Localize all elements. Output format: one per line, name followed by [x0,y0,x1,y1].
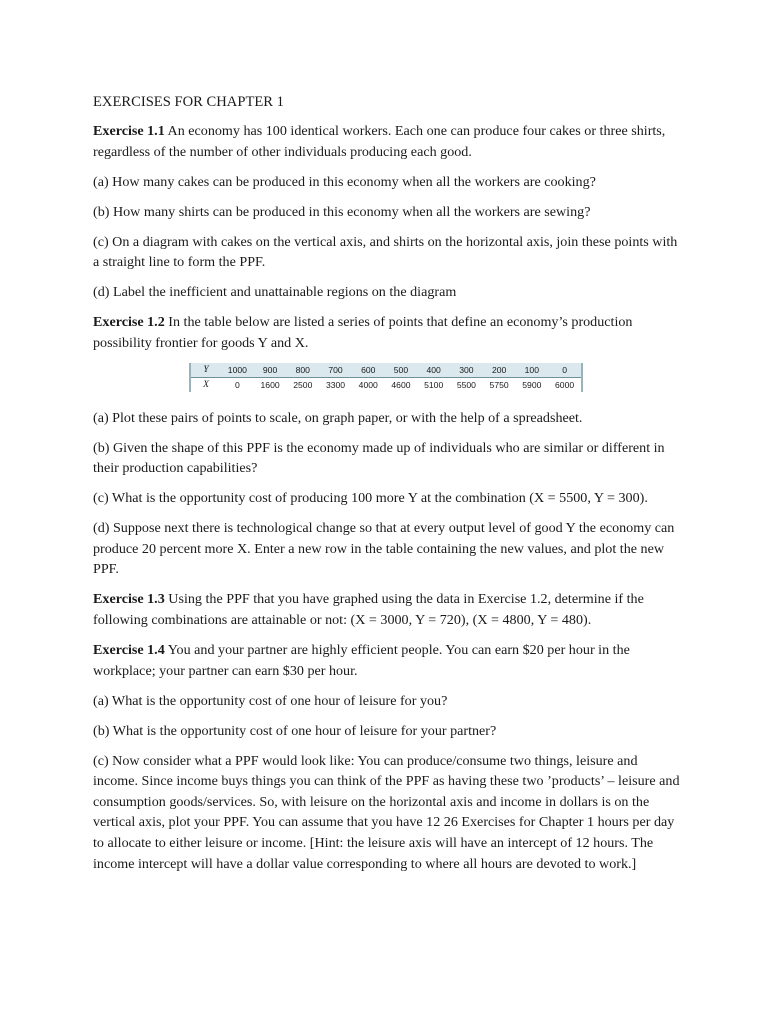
table-cell: 3300 [319,377,352,392]
exercise-1-4-part-c: (c) Now consider what a PPF would look like: You can produce/consume two things, leisure and income. Since income buys things you can think of the PPF as having these two ’products’ – leisure and consumption goods/services. So, with leisure on the horizontal axis and income in dollars is on the vertical axis, plot your PPF. You can assume that you have 12 26 Exercises for Chapter 1 hours per day to allocate to either leisure or income. [Hint: the leisure axis will have an intercept of 12 hours. The income intercept will have a dollar value corresponding to where all hours are devoted to work.] [93,752,680,872]
exercise-1-2-part-a: (a) Plot these pairs of points to scale, on graph paper, or with the help of a spreadsheet. [93,409,583,426]
table-cell: 500 [385,363,418,378]
table-row-y [191,363,581,378]
exercise-1-4-text: You and your partner are highly efficient people. You can earn $20 per hour in the workplace; your partner can earn $30 per hour. [93,641,630,679]
exercise-1-4-part-b: (b) What is the opportunity cost of one hour of leisure for your partner? [93,722,497,739]
exercise-1-2-part-b: (b) Given the shape of this PPF is the economy made up of individuals who are similar or different in their production capabilities? [93,439,665,477]
exercise-1-1-part-a: (a) How many cakes can be produced in this economy when all the workers are cooking? [93,173,596,190]
chapter-heading: EXERCISES FOR CHAPTER 1 [93,94,284,110]
exercise-1-2-part-d: (d) Suppose next there is technological change so that at every output level of good Y the economy can produce 20 percent more X. Enter a new row in the table containing the new values, and plot the new PPF. [93,520,675,578]
table-cell: 4600 [385,377,418,392]
exercise-1-2-part-c: (c) What is the opportunity cost of producing 100 more Y at the combination (X = 5500, Y = 300). [93,490,648,507]
table-cell: 5100 [417,377,450,392]
exercise-1-3-text: Using the PPF that you have graphed using the data in Exercise 1.2, determine if the following combinations are attainable or not: (X = 3000, Y = 720), (X = 4800, Y = 480). [93,591,644,628]
table-cell: 800 [286,363,319,378]
table-cell: 100 [515,363,548,378]
exercise-1-1-intro [93,121,683,162]
exercise-1-2-label: Exercise 1.2 [93,314,165,331]
table-cell: 200 [483,363,516,378]
exercise-1-3-label: Exercise 1.3 [93,591,165,608]
document-page [93,92,683,883]
ppf-data-table [191,363,581,392]
exercise-1-4-part-a: (a) What is the opportunity cost of one hour of leisure for you? [93,692,448,709]
table-cell: 2500 [286,377,319,392]
table-cell: 0 [548,363,581,378]
exercise-1-1-part-b: (b) How many shirts can be produced in this economy when all the workers are sewing? [93,203,591,220]
table-cell: 1600 [254,377,287,392]
exercise-1-2-text: In the table below are listed a series of points that define an economy’s production possibility frontier for goods Y and X. [93,314,633,351]
exercise-1-4-label: Exercise 1.4 [93,641,165,658]
table-cell: 900 [254,363,287,378]
row-label-x: X [191,377,221,392]
exercise-1-1-part-c: (c) On a diagram with cakes on the vertical axis, and shirts on the horizontal axis, join these points with a straight line to form the PPF. [93,233,678,271]
exercise-1-1-label: Exercise 1.1 [93,123,165,139]
table-cell: 6000 [548,377,581,392]
table-cell: 300 [450,363,483,378]
table-row-x [191,377,581,392]
table-cell: 400 [417,363,450,378]
table-cell: 4000 [352,377,385,392]
table-cell: 5900 [515,377,548,392]
table-cell: 0 [221,377,254,392]
exercise-1-4-intro [93,640,683,681]
table-cell: 700 [319,363,352,378]
ppf-table [189,363,583,392]
exercise-1-1-part-d: (d) Label the inefficient and unattainable regions on the diagram [93,284,457,301]
table-cell: 5750 [483,377,516,392]
table-cell: 5500 [450,377,483,392]
table-cell: 600 [352,363,385,378]
exercise-1-3-intro [93,589,683,630]
exercise-1-1-text: An economy has 100 identical workers. Each one can produce four cakes or three shirts, regardless of the number of other individuals producing each good. [93,123,666,160]
row-label-y: Y [191,363,221,378]
table-cell: 1000 [221,363,254,378]
exercise-1-2-intro [93,312,683,353]
